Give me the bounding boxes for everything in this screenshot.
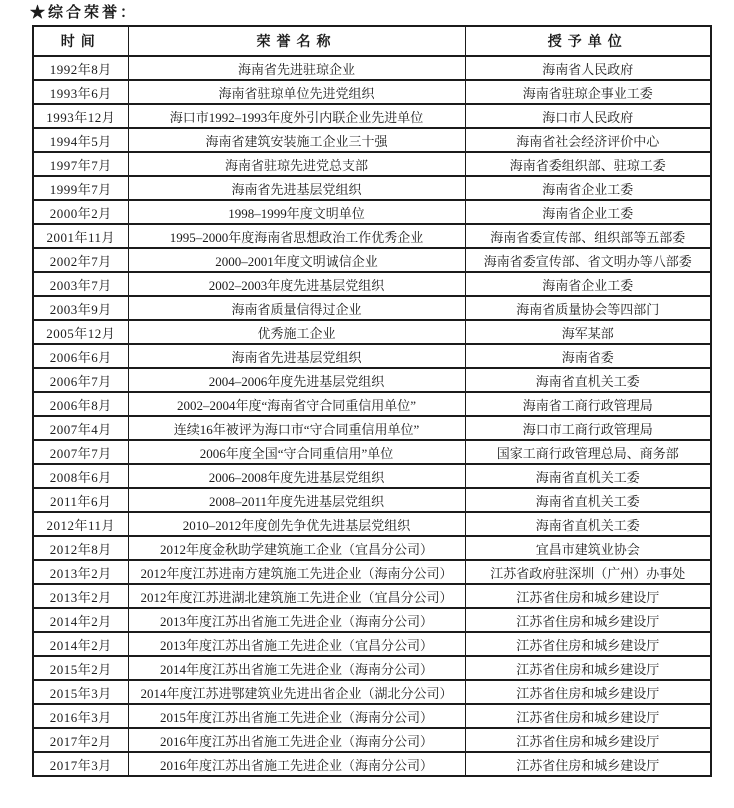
table-row bbox=[33, 536, 711, 560]
cell-unit: 江苏省住房和城乡建设厅 bbox=[465, 608, 711, 632]
cell-honor: 2004–2006年度先进基层党组织 bbox=[128, 368, 465, 392]
cell-honor: 2012年度金秋助学建筑施工企业（宜昌分公司） bbox=[128, 536, 465, 560]
header-honor-name: 荣誉名称 bbox=[128, 26, 465, 56]
table-row bbox=[33, 392, 711, 416]
cell-honor: 优秀施工企业 bbox=[128, 320, 465, 344]
header-row bbox=[33, 26, 711, 56]
cell-honor: 连续16年被评为海口市“守合同重信用单位” bbox=[128, 416, 465, 440]
cell-date: 2007年7月 bbox=[33, 440, 128, 464]
cell-unit: 江苏省住房和城乡建设厅 bbox=[465, 752, 711, 776]
cell-unit: 海南省工商行政管理局 bbox=[465, 392, 711, 416]
cell-date: 1993年6月 bbox=[33, 80, 128, 104]
table-row bbox=[33, 272, 711, 296]
table-row bbox=[33, 344, 711, 368]
cell-date: 2008年6月 bbox=[33, 464, 128, 488]
cell-unit: 海南省直机关工委 bbox=[465, 464, 711, 488]
table-row bbox=[33, 704, 711, 728]
cell-date: 2003年7月 bbox=[33, 272, 128, 296]
cell-unit: 海南省企业工委 bbox=[465, 272, 711, 296]
cell-honor: 2015年度江苏出省施工先进企业（海南分公司） bbox=[128, 704, 465, 728]
cell-unit: 江苏省住房和城乡建设厅 bbox=[465, 728, 711, 752]
table-row bbox=[33, 104, 711, 128]
table-row bbox=[33, 128, 711, 152]
cell-unit: 海南省社会经济评价中心 bbox=[465, 128, 711, 152]
cell-date: 1993年12月 bbox=[33, 104, 128, 128]
table-row bbox=[33, 608, 711, 632]
cell-unit: 宜昌市建筑业协会 bbox=[465, 536, 711, 560]
table-row bbox=[33, 560, 711, 584]
cell-date: 2001年11月 bbox=[33, 224, 128, 248]
cell-honor: 2006–2008年度先进基层党组织 bbox=[128, 464, 465, 488]
cell-unit: 海南省人民政府 bbox=[465, 56, 711, 80]
cell-honor: 2010–2012年度创先争优先进基层党组织 bbox=[128, 512, 465, 536]
table-row bbox=[33, 488, 711, 512]
cell-date: 2007年4月 bbox=[33, 416, 128, 440]
cell-honor: 2008–2011年度先进基层党组织 bbox=[128, 488, 465, 512]
cell-unit: 江苏省住房和城乡建设厅 bbox=[465, 656, 711, 680]
cell-honor: 海南省建筑安装施工企业三十强 bbox=[128, 128, 465, 152]
cell-date: 2016年3月 bbox=[33, 704, 128, 728]
cell-honor: 海口市1992–1993年度外引内联企业先进单位 bbox=[128, 104, 465, 128]
cell-unit: 海军某部 bbox=[465, 320, 711, 344]
cell-honor: 2002–2003年度先进基层党组织 bbox=[128, 272, 465, 296]
cell-date: 2012年11月 bbox=[33, 512, 128, 536]
cell-unit: 海南省委组织部、驻琼工委 bbox=[465, 152, 711, 176]
cell-date: 2000年2月 bbox=[33, 200, 128, 224]
table-row bbox=[33, 224, 711, 248]
cell-honor: 2013年度江苏出省施工先进企业（宜昌分公司） bbox=[128, 632, 465, 656]
cell-honor: 2012年度江苏进湖北建筑施工先进企业（宜昌分公司） bbox=[128, 584, 465, 608]
table-row bbox=[33, 680, 711, 704]
header-time: 时间 bbox=[33, 26, 128, 56]
cell-date: 1992年8月 bbox=[33, 56, 128, 80]
cell-unit: 海南省企业工委 bbox=[465, 200, 711, 224]
cell-date: 1994年5月 bbox=[33, 128, 128, 152]
table-row bbox=[33, 632, 711, 656]
honors-table bbox=[32, 25, 712, 777]
table-row bbox=[33, 464, 711, 488]
cell-date: 2015年3月 bbox=[33, 680, 128, 704]
table-row bbox=[33, 584, 711, 608]
table-row bbox=[33, 296, 711, 320]
cell-unit: 海南省企业工委 bbox=[465, 176, 711, 200]
table-row bbox=[33, 416, 711, 440]
cell-date: 2005年12月 bbox=[33, 320, 128, 344]
table-row bbox=[33, 248, 711, 272]
cell-date: 2014年2月 bbox=[33, 632, 128, 656]
table-body bbox=[33, 56, 711, 776]
cell-unit: 海南省直机关工委 bbox=[465, 488, 711, 512]
table-row bbox=[33, 728, 711, 752]
cell-honor: 2013年度江苏出省施工先进企业（海南分公司） bbox=[128, 608, 465, 632]
cell-date: 1997年7月 bbox=[33, 152, 128, 176]
cell-unit: 海南省直机关工委 bbox=[465, 368, 711, 392]
cell-date: 1999年7月 bbox=[33, 176, 128, 200]
table-row bbox=[33, 440, 711, 464]
table-row bbox=[33, 512, 711, 536]
cell-honor: 2016年度江苏出省施工先进企业（海南分公司） bbox=[128, 752, 465, 776]
cell-honor: 2016年度江苏出省施工先进企业（海南分公司） bbox=[128, 728, 465, 752]
cell-date: 2013年2月 bbox=[33, 584, 128, 608]
cell-honor: 2000–2001年度文明诚信企业 bbox=[128, 248, 465, 272]
cell-honor: 2006年度全国“守合同重信用”单位 bbox=[128, 440, 465, 464]
cell-honor: 海南省质量信得过企业 bbox=[128, 296, 465, 320]
table-row bbox=[33, 752, 711, 776]
cell-unit: 江苏省住房和城乡建设厅 bbox=[465, 680, 711, 704]
cell-unit: 海南省委宣传部、省文明办等八部委 bbox=[465, 248, 711, 272]
cell-honor: 海南省先进基层党组织 bbox=[128, 344, 465, 368]
cell-date: 2003年9月 bbox=[33, 296, 128, 320]
cell-unit: 海南省委 bbox=[465, 344, 711, 368]
table-row bbox=[33, 320, 711, 344]
cell-honor: 2012年度江苏进南方建筑施工先进企业（海南分公司） bbox=[128, 560, 465, 584]
cell-date: 2006年7月 bbox=[33, 368, 128, 392]
cell-unit: 江苏省住房和城乡建设厅 bbox=[465, 584, 711, 608]
cell-unit: 江苏省政府驻深圳（广州）办事处 bbox=[465, 560, 711, 584]
table-row bbox=[33, 56, 711, 80]
cell-honor: 2002–2004年度“海南省守合同重信用单位” bbox=[128, 392, 465, 416]
cell-date: 2002年7月 bbox=[33, 248, 128, 272]
section-title: ★综合荣誉： bbox=[30, 5, 139, 21]
cell-date: 2017年3月 bbox=[33, 752, 128, 776]
cell-unit: 海口市人民政府 bbox=[465, 104, 711, 128]
cell-date: 2013年2月 bbox=[33, 560, 128, 584]
cell-honor: 1995–2000年度海南省思想政治工作优秀企业 bbox=[128, 224, 465, 248]
cell-date: 2011年6月 bbox=[33, 488, 128, 512]
table-header bbox=[33, 26, 711, 56]
cell-honor: 海南省驻琼先进党总支部 bbox=[128, 152, 465, 176]
cell-unit: 海口市工商行政管理局 bbox=[465, 416, 711, 440]
table-row bbox=[33, 368, 711, 392]
table-row bbox=[33, 656, 711, 680]
cell-honor: 2014年度江苏出省施工先进企业（海南分公司） bbox=[128, 656, 465, 680]
cell-honor: 海南省先进驻琼企业 bbox=[128, 56, 465, 80]
cell-honor: 海南省驻琼单位先进党组织 bbox=[128, 80, 465, 104]
cell-honor: 海南省先进基层党组织 bbox=[128, 176, 465, 200]
cell-unit: 海南省直机关工委 bbox=[465, 512, 711, 536]
cell-unit: 海南省质量协会等四部门 bbox=[465, 296, 711, 320]
cell-unit: 江苏省住房和城乡建设厅 bbox=[465, 632, 711, 656]
table-row bbox=[33, 200, 711, 224]
cell-unit: 国家工商行政管理总局、商务部 bbox=[465, 440, 711, 464]
cell-unit: 海南省驻琼企事业工委 bbox=[465, 80, 711, 104]
table-row bbox=[33, 80, 711, 104]
cell-date: 2014年2月 bbox=[33, 608, 128, 632]
cell-date: 2006年6月 bbox=[33, 344, 128, 368]
cell-date: 2006年8月 bbox=[33, 392, 128, 416]
cell-honor: 1998–1999年度文明单位 bbox=[128, 200, 465, 224]
cell-unit: 海南省委宣传部、组织部等五部委 bbox=[465, 224, 711, 248]
cell-honor: 2014年度江苏进鄂建筑业先进出省企业（湖北分公司） bbox=[128, 680, 465, 704]
header-awarding-unit: 授予单位 bbox=[465, 26, 711, 56]
table-row bbox=[33, 176, 711, 200]
cell-unit: 江苏省住房和城乡建设厅 bbox=[465, 704, 711, 728]
cell-date: 2012年8月 bbox=[33, 536, 128, 560]
table-row bbox=[33, 152, 711, 176]
cell-date: 2017年2月 bbox=[33, 728, 128, 752]
cell-date: 2015年2月 bbox=[33, 656, 128, 680]
